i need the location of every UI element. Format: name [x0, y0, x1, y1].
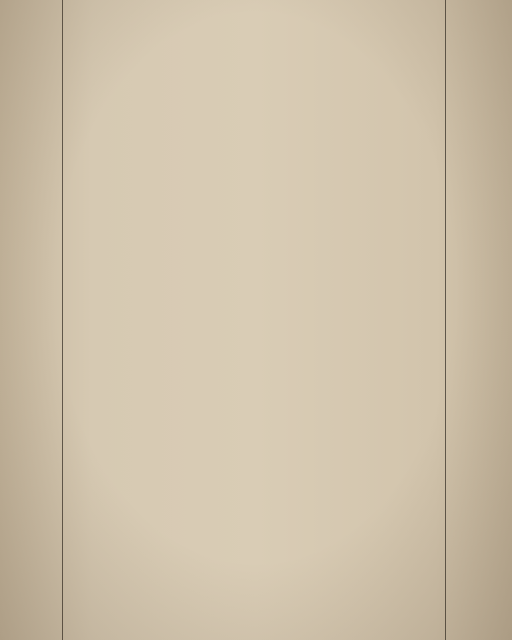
column-rule-right — [445, 0, 446, 640]
column-rule-left — [62, 0, 63, 640]
